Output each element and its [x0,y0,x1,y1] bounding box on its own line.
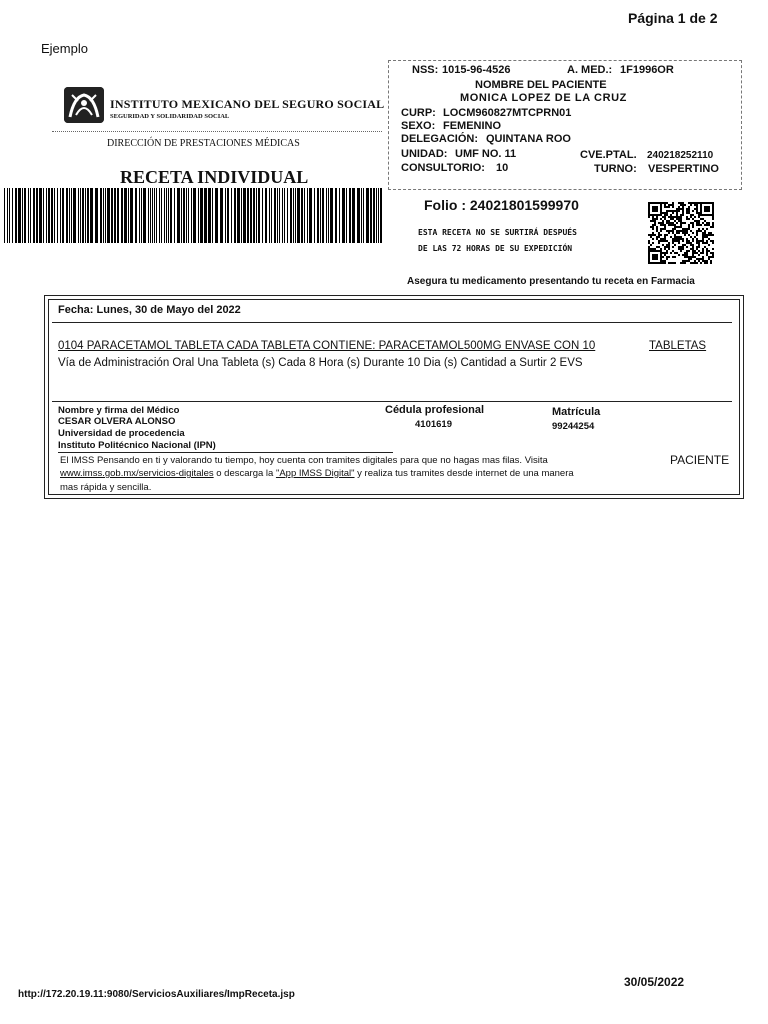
info-line-2 [60,468,574,479]
info-line-3: mas rápida y sencilla. [60,482,152,493]
folio-number: 24021801599970 [469,197,579,213]
university-label: Universidad de procedencia [58,428,185,439]
department-name: DIRECCIÓN DE PRESTACIONES MÉDICAS [107,138,300,149]
document-title: RECETA INDIVIDUAL [120,167,309,187]
nss-value: 1015-96-4526 [442,64,511,76]
turno-value: VESPERTINO [648,163,719,175]
consultorio-value: 10 [496,162,509,174]
footer-date: 30/05/2022 [624,975,685,989]
expiry-notice-line1: ESTA RECETA NO SE SURTIRÁ DESPUÉS [418,228,577,237]
cveptal-label: CVE.PTAL. [580,149,637,161]
expiry-notice-line2: DE LAS 72 HORAS DE SU EXPEDICIÓN [418,244,573,253]
folio [424,197,579,213]
institution-subtitle: SEGURIDAD Y SOLIDARIDAD SOCIAL [110,113,230,120]
matricula-value: 99244254 [552,421,595,432]
unidad-value: UMF NO. 11 [455,148,517,160]
divider [52,322,732,323]
services-link[interactable]: www.imss.gob.mx/servicios-digitales [60,468,214,479]
amed-label: A. MED.: [567,64,613,76]
doctor-sign-label: Nombre y firma del Médico [58,405,180,416]
delegacion-label: DELEGACIÓN: [401,133,478,145]
cedula-label: Cédula profesional [385,404,485,416]
curp-value: LOCM960827MTCPRN01 [443,107,572,119]
cveptal-value: 240218252110 [647,150,714,161]
example-label: Ejemplo [41,41,88,56]
copy-label: PACIENTE [670,453,730,467]
qr-code-icon [648,202,714,264]
info-mid: o descarga la [213,468,276,479]
sexo-value: FEMENINO [443,120,502,132]
medication-line: 0104 PARACETAMOL TABLETA CADA TABLETA CONTIENE: PARACETAMOL500MG ENVASE CON 10 [58,340,596,352]
app-link[interactable]: "App IMSS Digital" [275,468,355,479]
info-tail: y realiza tus tramites desde internet de una manera [354,468,574,479]
curp-label: CURP: [401,107,436,119]
sexo-label: SEXO: [401,120,436,132]
delegacion-value: QUINTANA ROO [486,133,571,145]
medication-unit: TABLETAS [649,340,707,352]
nss-label: NSS: [412,64,439,76]
divider [52,131,382,132]
university-name: Instituto Politécnico Nacional (IPN) [58,440,216,451]
patient-name-label: NOMBRE DEL PACIENTE [475,79,607,91]
turno-label: TURNO: [594,163,637,175]
matricula-label: Matrícula [552,406,601,418]
info-line-1: El IMSS Pensando en ti y valorando tu tiempo, hoy cuenta con tramites digitales para que no hagas mas filas. Visita [60,455,548,466]
page-number: Página 1 de 2 [628,10,718,26]
patient-name: MONICA LOPEZ DE LA CRUZ [460,92,627,104]
divider [52,401,732,402]
unidad-label: UNIDAD: [401,148,448,160]
cedula-value: 4101619 [415,419,452,430]
doctor-name: CESAR OLVERA ALONSO [58,416,176,427]
folio-label: Folio : [424,197,466,213]
prescription-date: Fecha: Lunes, 30 de Mayo del 2022 [58,304,241,316]
footer-url: http://172.20.19.11:9080/ServiciosAuxiliares/ImpReceta.jsp [18,989,295,1000]
divider [58,452,393,453]
institution-name: INSTITUTO MEXICANO DEL SEGURO SOCIAL [110,97,385,111]
administration-instructions: Vía de Administración Oral Una Tableta (s) Cada 8 Hora (s) Durante 10 Dia (s) Cantidad a Surtir 2 EVS [58,357,583,369]
barcode-icon [4,188,382,243]
imss-logo-icon [64,87,104,123]
pharmacy-note: Asegura tu medicamento presentando tu receta en Farmacia [407,276,695,287]
amed-value: 1F1996OR [620,64,674,76]
consultorio-label: CONSULTORIO: [401,162,485,174]
